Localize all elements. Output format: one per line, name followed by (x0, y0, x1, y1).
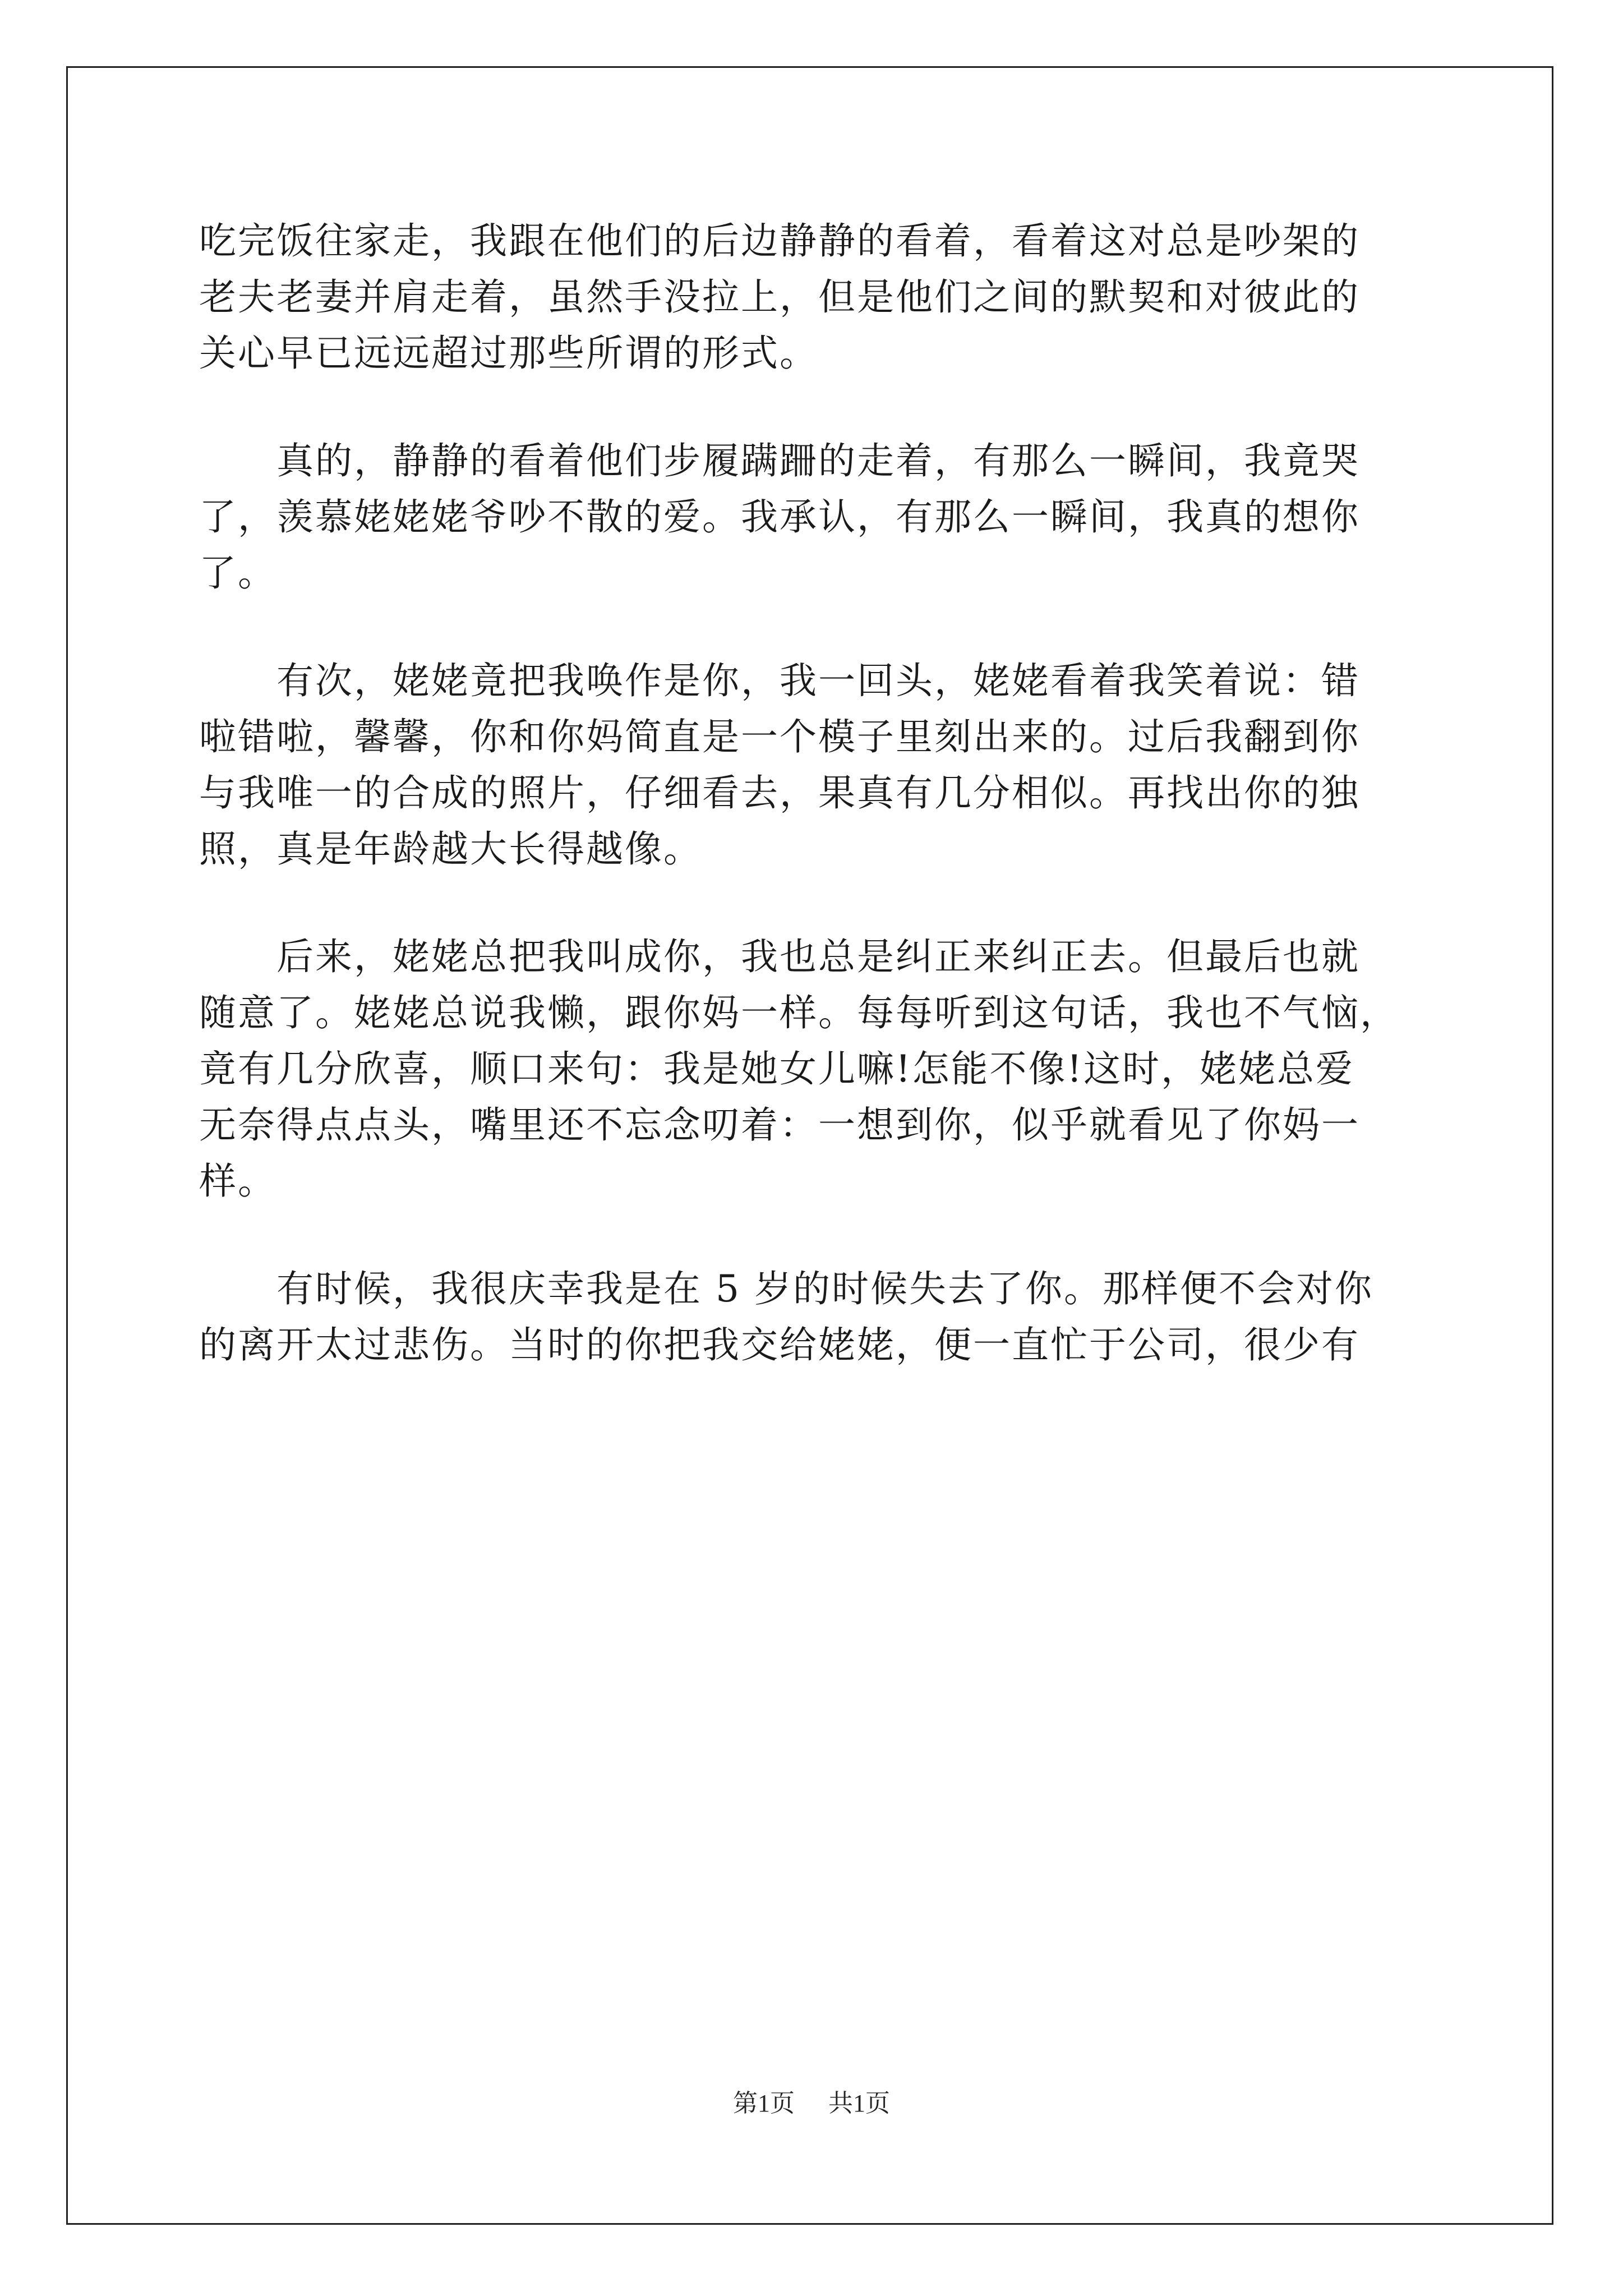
page-number-current: 第1页 (733, 2090, 795, 2117)
paragraph-5 (199, 1261, 1455, 1373)
text-line: 无奈得点点头，嘴里还不忘念叨着：一想到你，似乎就看见了你妈一 (199, 1103, 1360, 1147)
text-line: 有时候，我很庆幸我是在 5 岁的时候失去了你。那样便不会对你 (199, 1267, 1373, 1310)
paragraph-2 (199, 433, 1455, 601)
text-line: 的离开太过悲伤。当时的你把我交给姥姥，便一直忙于公司，很少有 (199, 1323, 1360, 1366)
page-footer (0, 2087, 1623, 2120)
document-body (199, 213, 1455, 1373)
text-line: 了。 (199, 551, 276, 595)
text-line: 老夫老妻并肩走着，虽然手没拉上，但是他们之间的默契和对彼此的 (199, 275, 1360, 319)
text-line: 有次，姥姥竟把我唤作是你，我一回头，姥姥看着我笑着说：错 (199, 659, 1360, 702)
text-line: 了，羡慕姥姥姥爷吵不散的爱。我承认，有那么一瞬间，我真的想你 (199, 495, 1360, 539)
text-line: 真的，静静的看着他们步履蹒跚的走着，有那么一瞬间，我竟哭 (199, 439, 1360, 482)
text-line: 竟有几分欣喜，顺口来句：我是她女儿嘛!怎能不像!这时，姥姥总爱 (199, 1047, 1355, 1091)
paragraph-4 (199, 929, 1455, 1209)
text-line: 与我唯一的合成的照片，仔细看去，果真有几分相似。再找出你的独 (199, 771, 1360, 815)
text-line: 随意了。姥姥总说我懒，跟你妈一样。每每听到这句话，我也不气恼， (199, 991, 1399, 1034)
paragraph-3 (199, 653, 1455, 877)
text-line: 后来，姥姥总把我叫成你，我也总是纠正来纠正去。但最后也就 (199, 935, 1360, 978)
text-line: 啦错啦，馨馨，你和你妈简直是一个模子里刻出来的。过后我翻到你 (199, 715, 1360, 758)
paragraph-1 (199, 213, 1455, 381)
text-line: 样。 (199, 1159, 276, 1203)
text-line: 关心早已远远超过那些所谓的形式。 (199, 332, 818, 375)
page-number-total: 共1页 (828, 2090, 890, 2117)
text-line: 照，真是年龄越大长得越像。 (199, 827, 702, 871)
text-line: 吃完饭往家走，我跟在他们的后边静静的看着，看着这对总是吵架的 (199, 219, 1360, 263)
